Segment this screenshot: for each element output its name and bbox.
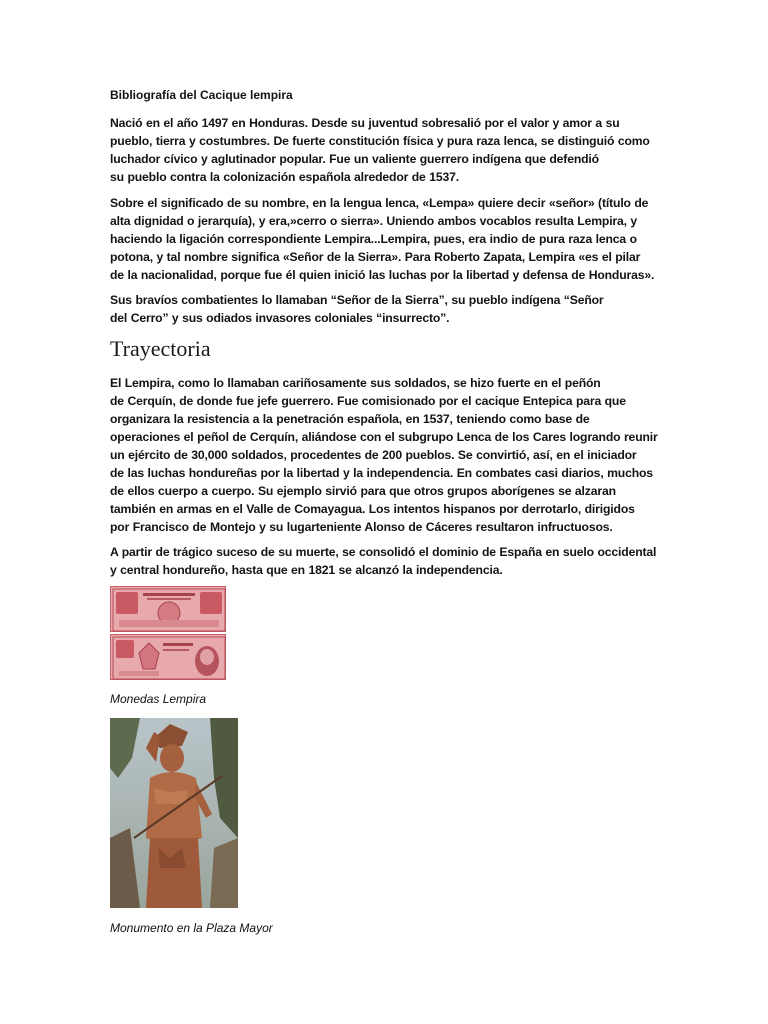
monument-graphic bbox=[110, 718, 238, 908]
text-line: del Cerro” y sus odiados invasores coloniales “insurrecto”. bbox=[110, 311, 450, 325]
text-line: haciendo la ligación correspondiente Lempira...Lempira, pues, era indio de pura raza lenca o bbox=[110, 232, 637, 246]
text-line: pueblo, tierra y costumbres. De fuerte constitución física y pura raza lenca, se distinguió como bbox=[110, 134, 650, 148]
text-line: y central hondureño, hasta que en 1821 se alcanzó la independencia. bbox=[110, 563, 503, 577]
paragraph-trajectory bbox=[110, 374, 662, 536]
text-line: luchador cívico y aglutinador popular. Fue un valiente guerrero indígena que defendió bbox=[110, 152, 599, 166]
banknotes-image bbox=[110, 586, 226, 682]
caption-monument: Monumento en la Plaza Mayor bbox=[110, 921, 273, 935]
text-line: Sobre el significado de su nombre, en la lengua lenca, «Lempa» quiere decir «señor» (título de bbox=[110, 196, 649, 210]
banknote-front-graphic bbox=[111, 587, 227, 633]
text-line: A partir de trágico suceso de su muerte, se consolidó el dominio de España en suelo occidental bbox=[110, 545, 657, 559]
paragraph-aftermath bbox=[110, 543, 662, 579]
text-line: El Lempira, como lo llamaban cariñosamente sus soldados, se hizo fuerte en el peñón bbox=[110, 376, 601, 390]
text-line: potona, y tal nombre significa «Señor de la Sierra». Para Roberto Zapata, Lempira «es el pilar bbox=[110, 250, 641, 264]
text-line: organizara la resistencia a la penetración española, en 1537, teniendo como base de bbox=[110, 412, 590, 426]
text-line: su pueblo contra la colonización española alrededor de 1537. bbox=[110, 170, 459, 184]
paragraph-nicknames bbox=[110, 291, 662, 327]
paragraph-name-meaning bbox=[110, 194, 662, 284]
text-line: Nació en el año 1497 en Honduras. Desde su juventud sobresalió por el valor y amor a su bbox=[110, 116, 620, 130]
banknote-front-image bbox=[110, 586, 226, 632]
banknote-back-image bbox=[110, 634, 226, 680]
text-line: Sus bravíos combatientes lo llamaban “Señor de la Sierra”, su pueblo indígena “Señor bbox=[110, 293, 604, 307]
text-line: de la nacionalidad, porque fue él quien inició las luchas por la libertad y defensa de Honduras». bbox=[110, 268, 655, 282]
paragraph-birth bbox=[110, 114, 662, 186]
text-line: de Cerquín, de donde fue jefe guerrero. Fue comisionado por el cacique Entepica para que bbox=[110, 394, 626, 408]
caption-banknotes: Monedas Lempira bbox=[110, 692, 207, 706]
section-heading: Trayectoria bbox=[110, 336, 211, 361]
text-line: por Francisco de Montejo y su lugarteniente Alonso de Cáceres resultaron infructuosos. bbox=[110, 520, 613, 534]
monument-photo bbox=[110, 718, 238, 908]
document-title: Bibliografía del Cacique lempira bbox=[110, 88, 293, 102]
text-line: de las luchas hondureñas por la libertad y la independencia. En combates casi diarios, muchos bbox=[110, 466, 653, 480]
text-line: alta dignidad o jerarquía), y era,»cerro o sierra». Uniendo ambos vocablos resulta Lempira, y bbox=[110, 214, 638, 228]
text-line: también en armas en el Valle de Comayagua. Los intentos hispanos por derrotarlo, dirigidos bbox=[110, 502, 635, 516]
banknote-back-graphic bbox=[111, 635, 227, 681]
text-line: un ejército de 30,000 soldados, procedentes de 200 pueblos. Se convirtió, así, en el iniciador bbox=[110, 448, 637, 462]
text-line: operaciones el peñol de Cerquín, aliándose con el subgrupo Lenca de los Cares logrando reunir bbox=[110, 430, 658, 444]
text-line: de ellos cuerpo a cuerpo. Su ejemplo sirvió para que otros grupos aborígenes se alzaran bbox=[110, 484, 616, 498]
